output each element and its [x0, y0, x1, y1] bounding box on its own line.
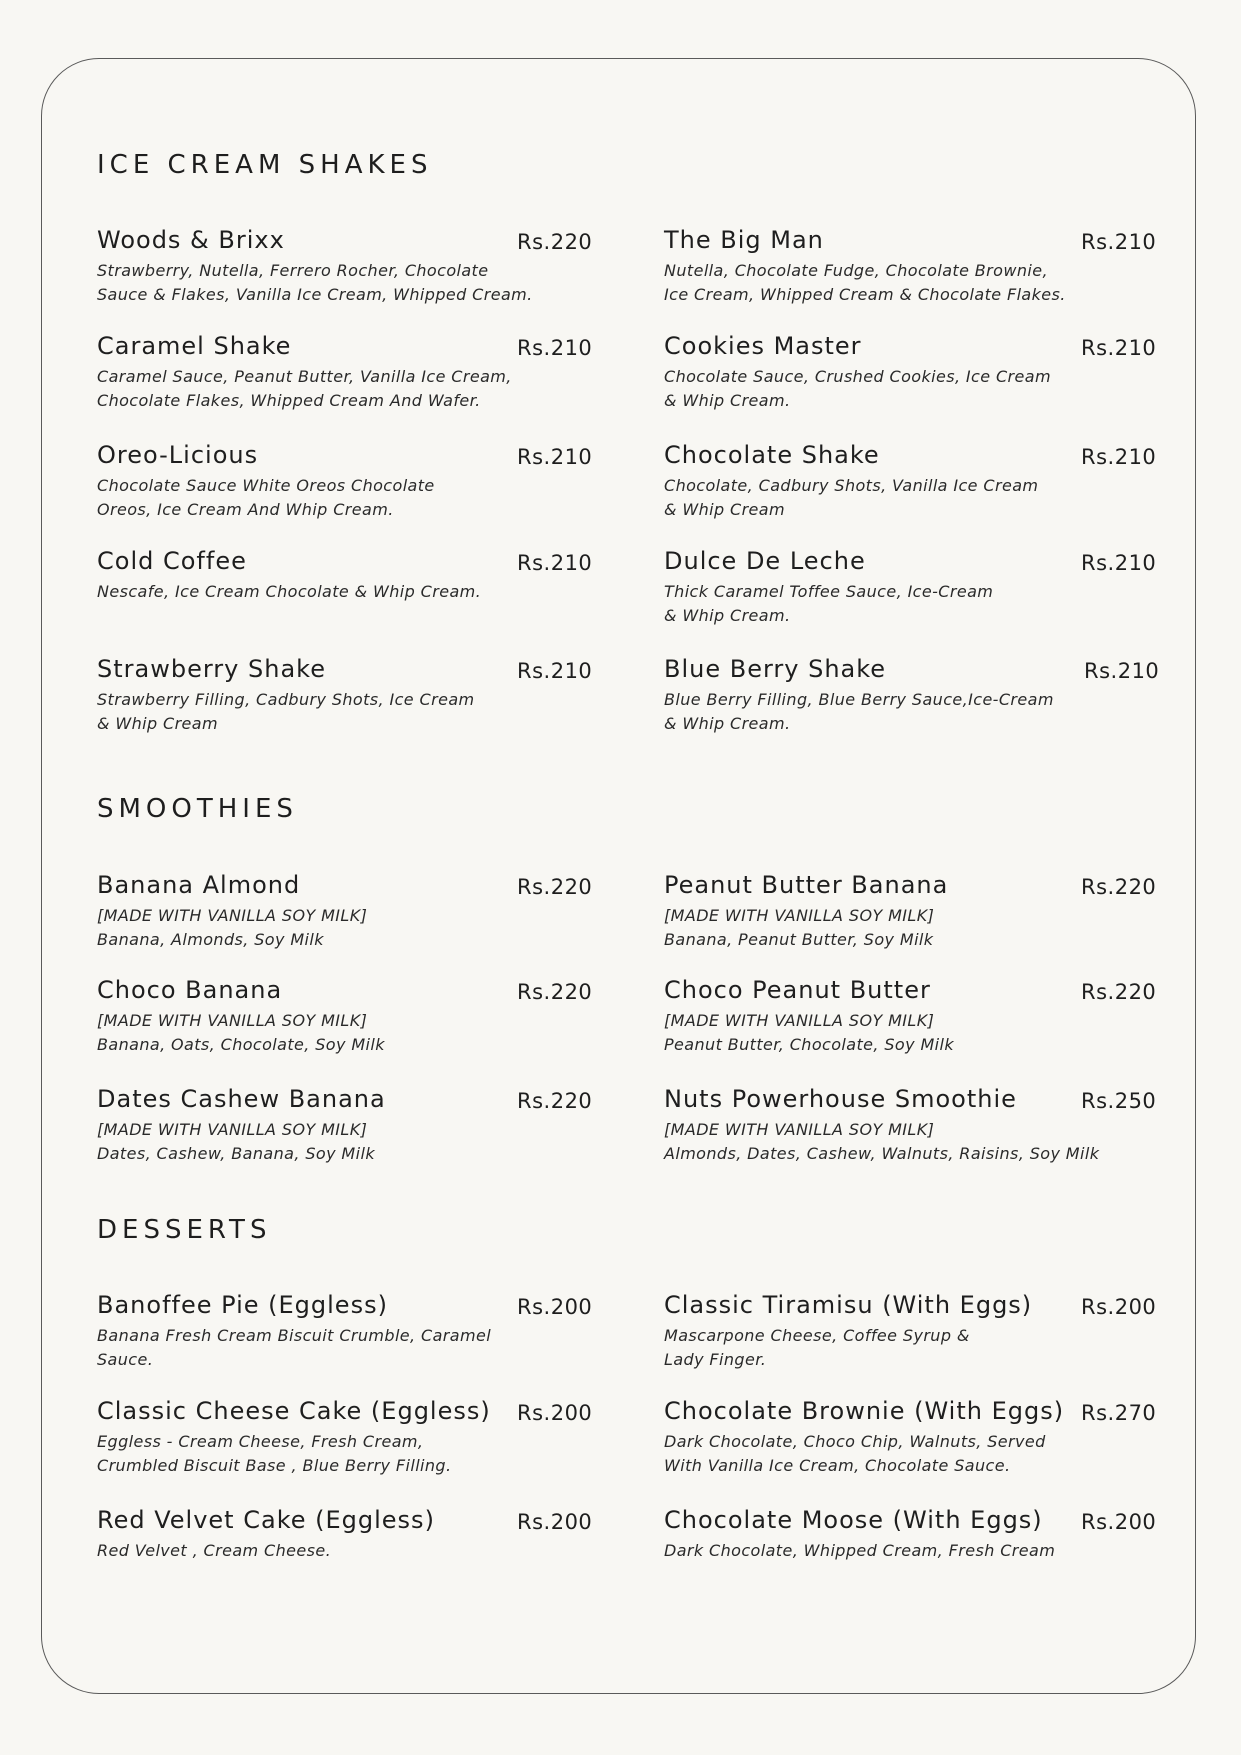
item-description: Thick Caramel Toffee Sauce, Ice-Cream & Whip Cream. [664, 582, 994, 625]
item-name: Classic Tiramisu (With Eggs) [664, 1291, 1033, 1319]
item-name: Banana Almond [97, 871, 301, 899]
menu-item [664, 331, 1184, 413]
item-description: Chocolate Sauce White Oreos Chocolate Oreos, Ice Cream And Whip Cream. [97, 476, 435, 519]
item-name: Nuts Powerhouse Smoothie [664, 1085, 1017, 1113]
menu-item [664, 546, 1184, 628]
item-description: [MADE WITH VANILLA SOY MILK] Almonds, Dates, Cashew, Walnuts, Raisins, Soy Milk [664, 1120, 1100, 1163]
menu-item [97, 654, 617, 736]
item-name: Chocolate Moose (With Eggs) [664, 1506, 1043, 1534]
menu-item [97, 870, 617, 952]
item-name: Choco Peanut Butter [664, 976, 931, 1004]
item-price: Rs.210 [1084, 659, 1160, 683]
item-name: Oreo-Licious [97, 441, 259, 469]
item-price: Rs.210 [1081, 230, 1157, 254]
section-title-ice-cream-shakes: ICE CREAM SHAKES [97, 150, 433, 180]
item-description: Dark Chocolate, Whipped Cream, Fresh Cream [664, 1541, 1056, 1560]
item-description: [MADE WITH VANILLA SOY MILK] Banana, Peanut Butter, Soy Milk [664, 906, 935, 949]
item-price: Rs.210 [1081, 336, 1157, 360]
item-price: Rs.210 [1081, 551, 1157, 575]
item-name: Caramel Shake [97, 332, 292, 360]
item-name: Dulce De Leche [664, 547, 866, 575]
item-description: Caramel Sauce, Peanut Butter, Vanilla Ice Cream, Chocolate Flakes, Whipped Cream And Wafer. [97, 367, 512, 410]
section-title-smoothies: SMOOTHIES [97, 794, 298, 824]
item-name: Dates Cashew Banana [97, 1085, 386, 1113]
menu-item [97, 546, 617, 604]
item-name: Red Velvet Cake (Eggless) [97, 1506, 435, 1534]
item-description: [MADE WITH VANILLA SOY MILK] Banana, Almonds, Soy Milk [97, 906, 368, 949]
item-description: Chocolate, Cadbury Shots, Vanilla Ice Cream & Whip Cream [664, 476, 1039, 519]
item-name: Choco Banana [97, 976, 283, 1004]
menu-item [664, 1084, 1184, 1166]
menu-item [664, 975, 1184, 1057]
item-price: Rs.210 [517, 659, 593, 683]
item-name: Blue Berry Shake [664, 655, 887, 683]
item-price: Rs.270 [1081, 1401, 1157, 1425]
menu-item [97, 440, 617, 522]
item-name: Woods & Brixx [97, 226, 285, 254]
item-price: Rs.210 [517, 551, 593, 575]
menu-item [664, 1290, 1184, 1372]
item-price: Rs.210 [1081, 445, 1157, 469]
menu-item [664, 440, 1184, 522]
item-name: Peanut Butter Banana [664, 871, 949, 899]
menu-item [97, 1396, 617, 1478]
item-description: Nutella, Chocolate Fudge, Chocolate Brownie, Ice Cream, Whipped Cream & Chocolate Flakes. [664, 261, 1066, 304]
menu-item [97, 1084, 617, 1166]
item-description: Blue Berry Filling, Blue Berry Sauce,Ice-Cream & Whip Cream. [664, 690, 1054, 733]
item-description: Chocolate Sauce, Crushed Cookies, Ice Cream & Whip Cream. [664, 367, 1051, 410]
menu-item [97, 331, 617, 413]
item-description: Dark Chocolate, Choco Chip, Walnuts, Served With Vanilla Ice Cream, Chocolate Sauce. [664, 1432, 1046, 1475]
menu-item [664, 870, 1184, 952]
item-description: Strawberry, Nutella, Ferrero Rocher, Chocolate Sauce & Flakes, Vanilla Ice Cream, Whipped Cream. [97, 261, 533, 304]
item-name: The Big Man [664, 226, 824, 254]
item-price: Rs.250 [1081, 1089, 1157, 1113]
item-description: Strawberry Filling, Cadbury Shots, Ice Cream & Whip Cream [97, 690, 475, 733]
menu-item [97, 975, 617, 1057]
item-name: Chocolate Brownie (With Eggs) [664, 1397, 1065, 1425]
item-name: Cookies Master [664, 332, 862, 360]
section-title-desserts: DESSERTS [97, 1215, 272, 1245]
item-name: Banoffee Pie (Eggless) [97, 1291, 388, 1319]
item-description: Banana Fresh Cream Biscuit Crumble, Caramel Sauce. [97, 1326, 492, 1369]
item-description: Mascarpone Cheese, Coffee Syrup & Lady Finger. [664, 1326, 970, 1369]
item-name: Classic Cheese Cake (Eggless) [97, 1397, 491, 1425]
item-price: Rs.200 [517, 1295, 593, 1319]
item-description: Nescafe, Ice Cream Chocolate & Whip Cream. [97, 582, 482, 601]
item-price: Rs.220 [517, 980, 593, 1004]
item-price: Rs.220 [517, 230, 593, 254]
item-price: Rs.220 [517, 1089, 593, 1113]
item-price: Rs.220 [517, 875, 593, 899]
item-description: [MADE WITH VANILLA SOY MILK] Banana, Oats, Chocolate, Soy Milk [97, 1011, 385, 1054]
menu-item [664, 225, 1184, 307]
item-description: Red Velvet , Cream Cheese. [97, 1541, 332, 1560]
item-name: Strawberry Shake [97, 655, 326, 683]
item-price: Rs.220 [1081, 980, 1157, 1004]
menu-item [664, 1505, 1184, 1563]
item-price: Rs.200 [1081, 1295, 1157, 1319]
item-name: Cold Coffee [97, 547, 247, 575]
item-price: Rs.200 [1081, 1510, 1157, 1534]
item-price: Rs.210 [517, 445, 593, 469]
item-description: Eggless - Cream Cheese, Fresh Cream, Crumbled Biscuit Base , Blue Berry Filling. [97, 1432, 452, 1475]
item-name: Chocolate Shake [664, 441, 880, 469]
item-price: Rs.200 [517, 1401, 593, 1425]
menu-item [97, 1290, 617, 1372]
item-price: Rs.220 [1081, 875, 1157, 899]
menu-item [664, 1396, 1184, 1478]
menu-item [664, 654, 1184, 736]
item-description: [MADE WITH VANILLA SOY MILK] Dates, Cashew, Banana, Soy Milk [97, 1120, 375, 1163]
menu-item [97, 1505, 617, 1563]
item-price: Rs.210 [517, 336, 593, 360]
item-price: Rs.200 [517, 1510, 593, 1534]
item-description: [MADE WITH VANILLA SOY MILK] Peanut Butter, Chocolate, Soy Milk [664, 1011, 955, 1054]
menu-item [97, 225, 617, 307]
